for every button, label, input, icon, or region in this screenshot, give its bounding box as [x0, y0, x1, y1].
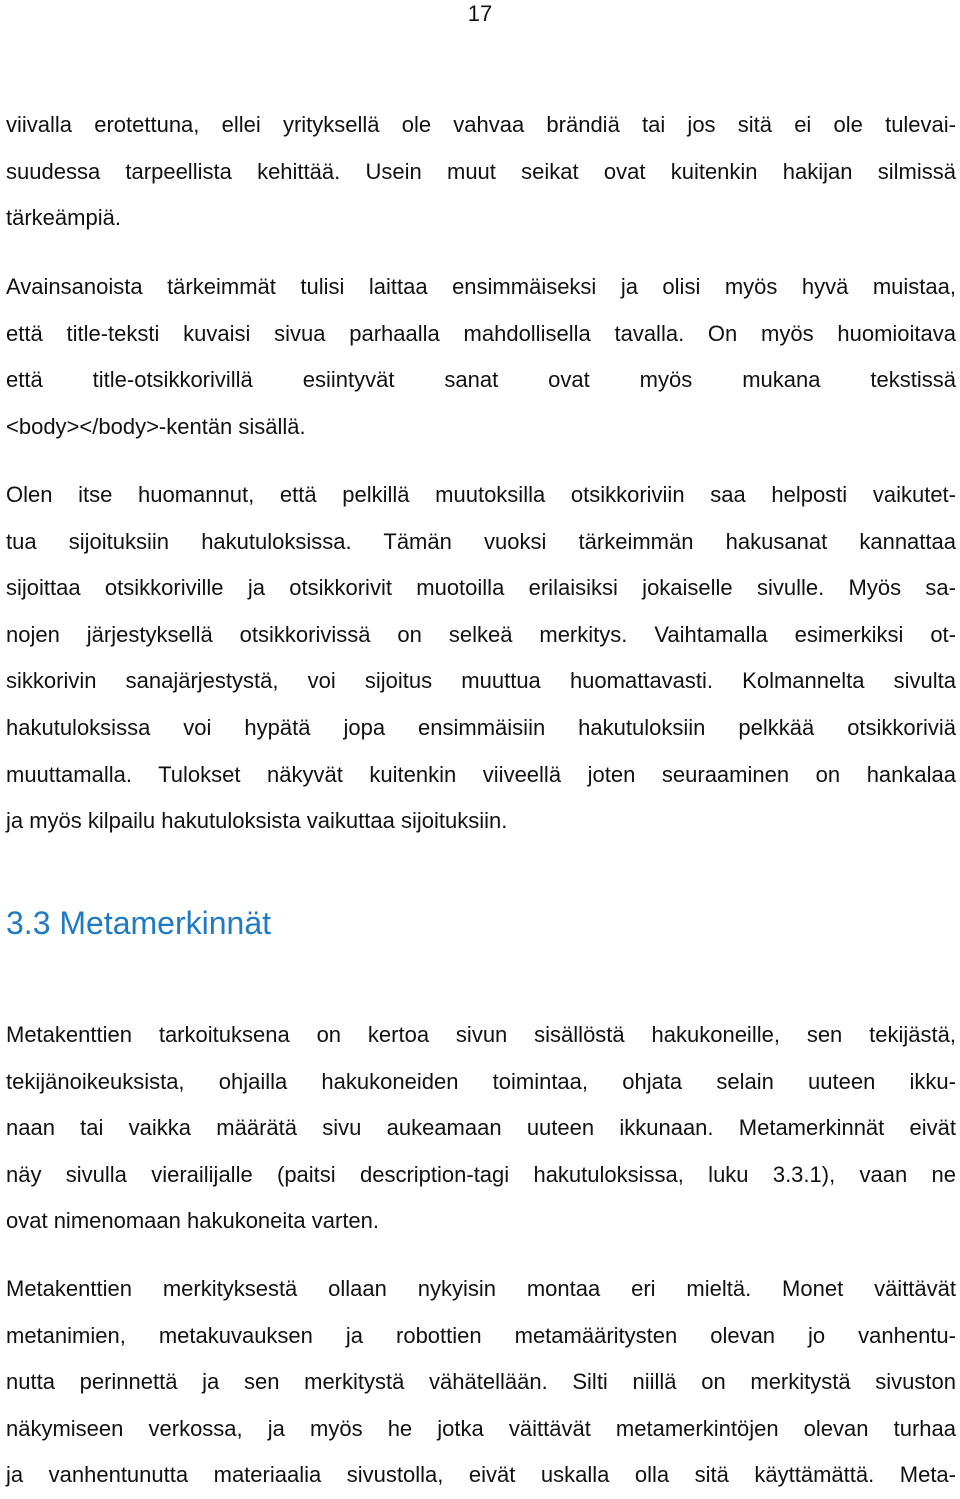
text-line: sijoittaa otsikkoriville ja otsikkorivit muotoilla erilaisiksi jokaiselle sivulle. Myös sa- [6, 575, 956, 601]
paragraph-1 [6, 102, 956, 242]
text-line: sikkorivin sanajärjestystä, voi sijoitus muuttua huomattavasti. Kolmannelta sivulta [6, 668, 956, 694]
text-line: ovat nimenomaan hakukoneita varten. [6, 1208, 380, 1234]
page-number: 17 [467, 1, 493, 26]
text-line: Olen itse huomannut, että pelkillä muutoksilla otsikkoriviin saa helposti vaikutet- [6, 482, 956, 507]
text-line: naan tai vaikka määrätä sivu aukeamaan uuteen ikkunaan. Metamerkinnät eivät [6, 1115, 956, 1141]
text-line: muuttamalla. Tulokset näkyvät kuitenkin viiveellä joten seuraaminen on hankalaa [6, 761, 956, 787]
text-line: ja myös kilpailu hakutuloksista vaikuttaa sijoituksiin. [6, 808, 508, 834]
paragraph-5 [6, 1266, 956, 1499]
text-line: että title-teksti kuvaisi sivua parhaalla mahdollisella tavalla. On myös huomioitava [6, 320, 956, 346]
text-line: näy sivulla vierailijalle (paitsi description-tagi hakutuloksissa, luku 3.3.1), vaan ne [6, 1161, 956, 1187]
section-heading: 3.3 Metamerkinnät [6, 905, 272, 941]
text-line: Metakenttien tarkoituksena on kertoa sivun sisällöstä hakukoneille, sen tekijästä, [6, 1022, 956, 1047]
text-line: Avainsanoista tärkeimmät tulisi laittaa ensimmäiseksi ja olisi myös hyvä muistaa, [6, 274, 956, 299]
paragraph-3 [6, 472, 956, 845]
text-line: tua sijoituksiin hakutuloksissa. Tämän vuoksi tärkeimmän hakusanat kannattaa [6, 528, 956, 554]
text-line: näkymiseen verkossa, ja myös he jotka väittävät metamerkintöjen olevan turhaa [6, 1415, 956, 1441]
text-line: suudessa tarpeellista kehittää. Usein muut seikat ovat kuitenkin hakijan silmissä [6, 158, 956, 184]
text-line: hakutuloksissa voi hypätä jopa ensimmäisiin hakutuloksiin pelkkää otsikkoriviä [6, 714, 956, 740]
text-line: että title-otsikkorivillä esiintyvät sanat ovat myös mukana tekstissä [6, 367, 956, 393]
text-line: tärkeämpiä. [6, 205, 121, 231]
paragraph-2 [6, 264, 956, 450]
text-line: nojen järjestyksellä otsikkorivissä on selkeä merkitys. Vaihtamalla esimerkiksi ot- [6, 621, 956, 647]
text-line: <body></body>-kentän sisällä. [6, 413, 306, 439]
text-line: tekijänoikeuksista, ohjailla hakukoneiden toimintaa, ohjata selain uuteen ikku- [6, 1068, 956, 1094]
text-line: ja vanhentunutta materiaalia sivustolla, eivät uskalla olla sitä käyttämättä. Meta- [6, 1462, 956, 1488]
text-line: metanimien, metakuvauksen ja robottien metamääritysten olevan jo vanhentu- [6, 1322, 956, 1348]
text-line: Metakenttien merkityksestä ollaan nykyisin montaa eri mieltä. Monet väittävät [6, 1276, 956, 1301]
paragraph-4 [6, 1012, 956, 1245]
text-line: viivalla erotettuna, ellei yrityksellä ole vahvaa brändiä tai jos sitä ei ole tulevai- [6, 112, 956, 137]
text-line: nutta perinnettä ja sen merkitystä vähätellään. Silti niillä on merkitystä sivuston [6, 1369, 956, 1395]
